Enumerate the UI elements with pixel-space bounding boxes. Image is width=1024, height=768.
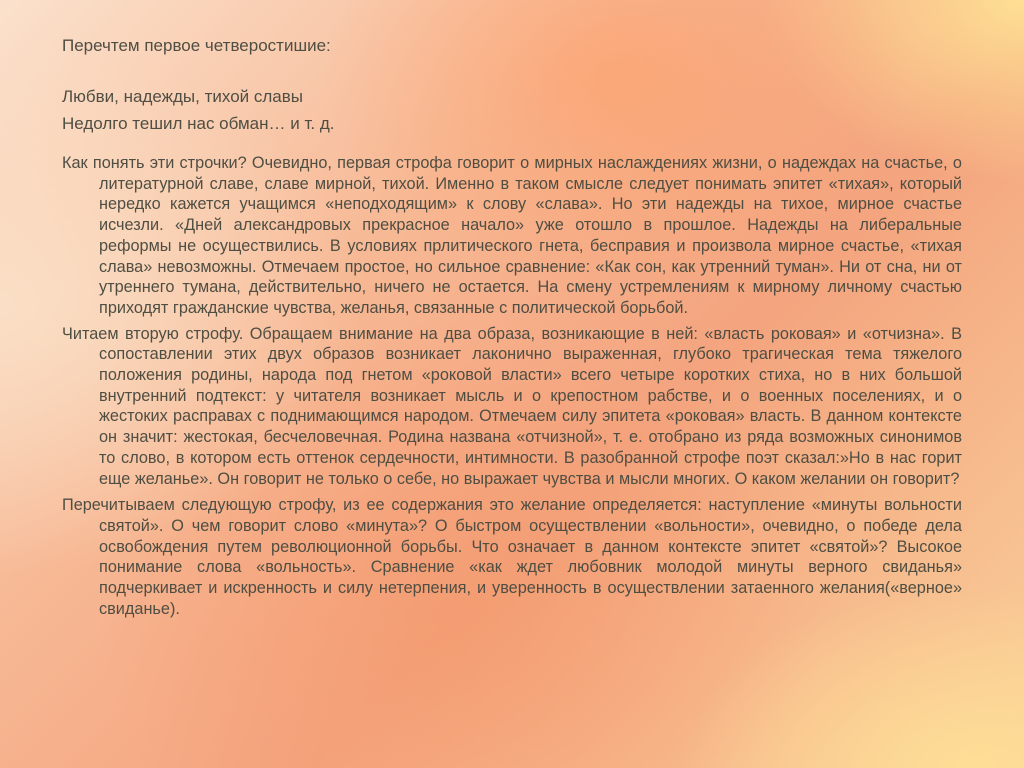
verse-line: Любви, надежды, тихой славы	[62, 87, 303, 106]
verse-line: Недолго тешил нас обман… и т. д.	[62, 114, 335, 133]
intro-heading: Перечтем первое четверостишие:	[62, 36, 331, 55]
paragraph-first-stanza: Как понять эти строчки? Очевидно, первая строфа говорит о мирных наслаждениях жизни, о надеждах на счастье, о литературной славе, славе мирной, тихой. Именно в таком смысле следует понимать эпитет «тихая», который нередко кажется учащимся «неподходящим» к слову «слава». Но эти надежды на тихое, мирное счастье исчезли. «Дней александровых прекрасное начало» уже отошло в прошлое. Надежды на либеральные реформы не осуществились. В условиях прлитического гнета, бесправия и произвола мирное счастье, «тихая слава» невозможны. Отмечаем простое, но сильное сравнение: «Как сон, как утренний туман». Ни от сна, ни от утреннего тумана, действительно, ничего не остается. На смену устремлениям к мирному личному счастью приходят гражданские чувства, желанья, связанные с политической борьбой.	[62, 154, 962, 317]
verse-quote	[62, 83, 962, 137]
paragraph-second-stanza: Читаем вторую строфу. Обращаем внимание на два образа, возникающие в ней: «власть роковая» и «отчизна». В сопоставлении этих двух образов возникает лаконично выраженная, глубоко трагическая тема тяжелого положения родины, народа под гнетом «роковой власти» всего четыре коротких стиха, но в них большой внутренний подтекст: у читателя возникает мысль и о крепостном рабстве, и о военных поселениях, и о жестоких расправах с поднимающимся народом. Отмечаем силу эпитета «роковая» власть. В данном контексте он значит: жестокая, бесчеловечная. Родина названа «отчизной», т. е. отобрано из ряда возможных синонимов то слово, в котором есть оттенок сердечности, интимности. В разобранной строфе поэт сказал:»Но в нас горит еще желанье». Он говорит не только о себе, но выражает чувства и мысли многих. О каком желании он говорит?	[62, 324, 962, 488]
paragraph-third-stanza: Перечитываем следующую строфу, из ее содержания это желание определяется: наступление «минуты вольности святой». О чем говорит слово «минута»? О быстром осуществлении «вольности», очевидно, о победе дела освобождения путем революционной борьбы. Что означает в данном контексте эпитет «святой»? Высокое понимание слова «вольность». Сравнение «как ждет любовник молодой минуты верного свиданья» подчеркивает и искренность и силу нетерпения, и уверенность в осуществлении затаенного желания(«верное» свиданье).	[62, 496, 962, 618]
slide-content	[62, 30, 962, 619]
